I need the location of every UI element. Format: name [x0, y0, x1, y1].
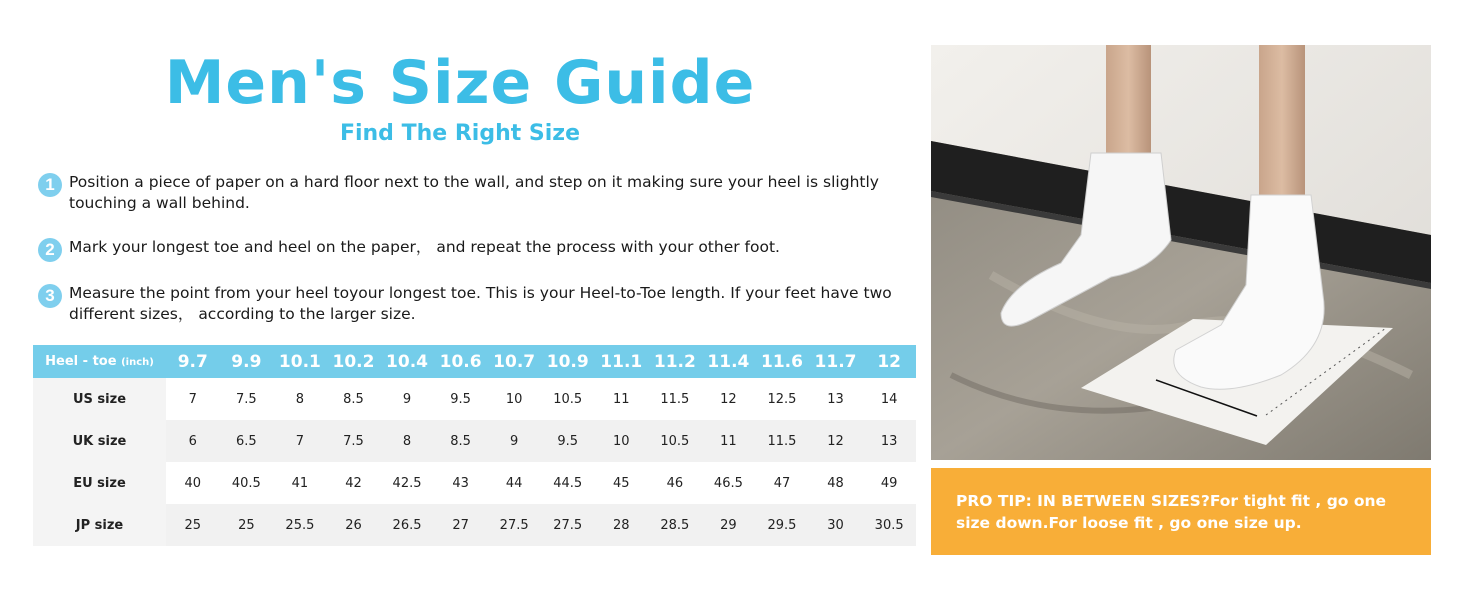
pro-tip-box: [931, 468, 1431, 555]
size-value-cell: 10: [595, 420, 649, 462]
size-value-cell: 30: [809, 504, 863, 546]
size-value-cell: 27: [434, 504, 488, 546]
size-value-cell: 8: [380, 420, 434, 462]
size-value-cell: 29.5: [755, 504, 809, 546]
size-value-cell: 28: [595, 504, 649, 546]
heel-toe-value: 11.4: [702, 345, 756, 378]
size-value-cell: 43: [434, 462, 488, 504]
size-value-cell: 8.5: [434, 420, 488, 462]
size-value-cell: 30.5: [862, 504, 916, 546]
heel-toe-value: 10.9: [541, 345, 595, 378]
size-value-cell: 13: [862, 420, 916, 462]
table-header-row: [33, 345, 916, 378]
foot-measurement-photo: [931, 45, 1431, 460]
size-value-cell: 42.5: [380, 462, 434, 504]
size-value-cell: 7: [273, 420, 327, 462]
heel-toe-value: 11.1: [595, 345, 649, 378]
heel-toe-value: 12: [862, 345, 916, 378]
heel-toe-value: 10.1: [273, 345, 327, 378]
size-value-cell: 48: [809, 462, 863, 504]
size-value-cell: 7.5: [220, 378, 274, 420]
size-value-cell: 9: [487, 420, 541, 462]
page-title: Men's Size Guide: [164, 48, 756, 118]
step-number-badge: 1: [38, 173, 62, 197]
size-value-cell: 8: [273, 378, 327, 420]
pro-tip-text: PRO TIP: IN BETWEEN SIZES?For tight fit , go one size down.For loose fit , go one size up.: [956, 491, 1387, 532]
size-value-cell: 27.5: [541, 504, 595, 546]
size-value-cell: 26.5: [380, 504, 434, 546]
size-value-cell: 47: [755, 462, 809, 504]
heel-toe-label: Heel - toe: [45, 354, 117, 369]
size-value-cell: 25: [166, 504, 220, 546]
size-value-cell: 9.5: [434, 378, 488, 420]
step-number-badge: 3: [38, 284, 62, 308]
size-value-cell: 27.5: [487, 504, 541, 546]
table-row: [33, 420, 916, 462]
step-text: Position a piece of paper on a hard floor next to the wall, and step on it making sure your heel is slightly touching a wall behind.: [69, 173, 879, 212]
unit-label: (inch): [121, 357, 154, 368]
size-value-cell: 40.5: [220, 462, 274, 504]
size-value-cell: 28.5: [648, 504, 702, 546]
row-label: EU size: [33, 462, 166, 504]
size-value-cell: 6: [166, 420, 220, 462]
heel-toe-header: [33, 345, 166, 378]
size-value-cell: 12.5: [755, 378, 809, 420]
heel-toe-value: 10.7: [487, 345, 541, 378]
size-value-cell: 29: [702, 504, 756, 546]
heel-toe-value: 10.2: [327, 345, 381, 378]
size-value-cell: 25.5: [273, 504, 327, 546]
size-value-cell: 42: [327, 462, 381, 504]
heel-toe-value: 10.6: [434, 345, 488, 378]
size-value-cell: 46: [648, 462, 702, 504]
table-row: [33, 504, 916, 546]
size-value-cell: 10.5: [541, 378, 595, 420]
size-value-cell: 8.5: [327, 378, 381, 420]
size-value-cell: 40: [166, 462, 220, 504]
heel-toe-value: 11.7: [809, 345, 863, 378]
size-value-cell: 12: [809, 420, 863, 462]
size-value-cell: 6.5: [220, 420, 274, 462]
table-row: [33, 462, 916, 504]
row-label: UK size: [33, 420, 166, 462]
heel-toe-value: 11.6: [755, 345, 809, 378]
size-value-cell: 9.5: [541, 420, 595, 462]
heel-toe-value: 10.4: [380, 345, 434, 378]
row-label: JP size: [33, 504, 166, 546]
size-value-cell: 46.5: [702, 462, 756, 504]
row-label: US size: [33, 378, 166, 420]
step-2: [38, 237, 908, 262]
step-text: Mark your longest toe and heel on the paper， and repeat the process with your other foot.: [69, 238, 780, 256]
page-subtitle: Find The Right Size: [339, 121, 581, 146]
size-value-cell: 13: [809, 378, 863, 420]
size-value-cell: 26: [327, 504, 381, 546]
step-1: [38, 172, 908, 214]
size-value-cell: 10.5: [648, 420, 702, 462]
size-value-cell: 10: [487, 378, 541, 420]
size-value-cell: 11: [702, 420, 756, 462]
step-text: Measure the point from your heel toyour longest toe. This is your Heel-to-Toe length. If your feet have two different sizes， according to the larger size.: [69, 284, 892, 323]
size-value-cell: 49: [862, 462, 916, 504]
size-value-cell: 45: [595, 462, 649, 504]
heel-toe-value: 9.7: [166, 345, 220, 378]
size-value-cell: 14: [862, 378, 916, 420]
size-value-cell: 11.5: [648, 378, 702, 420]
size-value-cell: 11.5: [755, 420, 809, 462]
heel-toe-value: 11.2: [648, 345, 702, 378]
heel-toe-value: 9.9: [220, 345, 274, 378]
size-value-cell: 12: [702, 378, 756, 420]
table-row: [33, 378, 916, 420]
step-number-badge: 2: [38, 238, 62, 262]
size-value-cell: 41: [273, 462, 327, 504]
size-value-cell: 7.5: [327, 420, 381, 462]
size-value-cell: 44: [487, 462, 541, 504]
size-value-cell: 25: [220, 504, 274, 546]
size-chart-table: [33, 345, 916, 546]
step-3: [38, 283, 908, 325]
size-value-cell: 11: [595, 378, 649, 420]
size-value-cell: 44.5: [541, 462, 595, 504]
size-value-cell: 9: [380, 378, 434, 420]
size-value-cell: 7: [166, 378, 220, 420]
